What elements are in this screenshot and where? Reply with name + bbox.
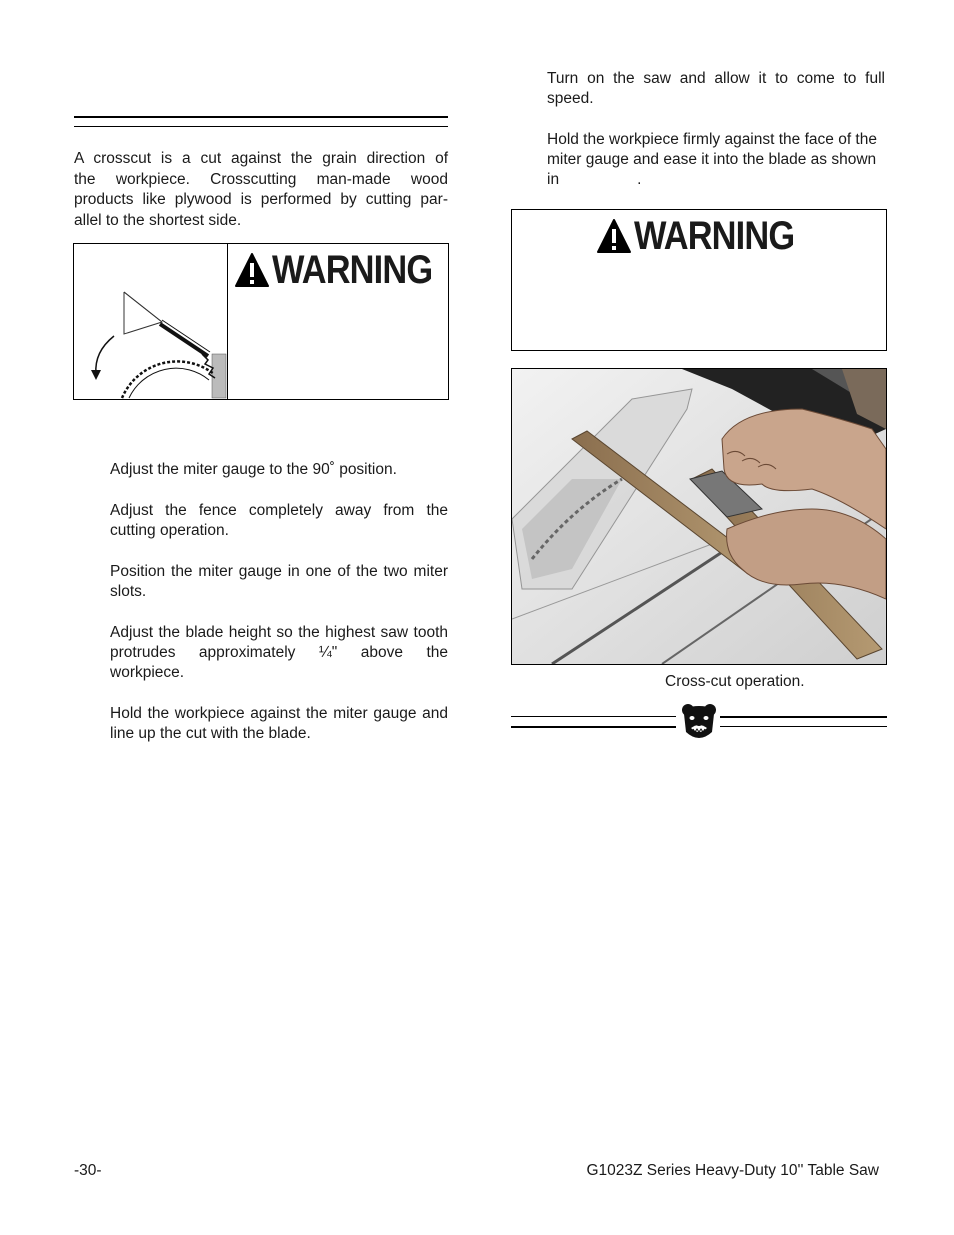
intro-line: A crosscut is a cut against the grain direction of: [74, 150, 448, 167]
warning-label: WARNING: [634, 214, 795, 258]
intro-line: allel to the shortest side.: [74, 211, 242, 229]
end-rule-left-thin: [511, 716, 676, 717]
step-3: Position the miter gauge in one of the two miter slots.: [110, 563, 448, 600]
warning-header-left: [234, 248, 450, 292]
step-7: [547, 130, 885, 190]
step-2: Adjust the fence completely away from the cutting operation.: [110, 502, 448, 539]
step-4: Adjust the blade height so the highest saw tooth protrudes approximately ¼" above the workpiece.: [110, 624, 448, 681]
step-5: Hold the workpiece against the miter gauge and line up the cut with the blade.: [110, 705, 448, 742]
intro-line: products like plywood is performed by cutting par-: [74, 191, 448, 208]
intro-line: the workpiece. Crosscutting man-made wood: [74, 170, 448, 188]
warning-box-right: [511, 209, 887, 351]
section-rule-top: [74, 116, 448, 118]
grizzly-bear-logo-icon: [680, 702, 718, 742]
section-rule-bottom: [74, 126, 448, 127]
blade-kickback-icon: [74, 244, 227, 399]
warning-triangle-icon: [234, 252, 270, 288]
warning-triangle-icon: [596, 218, 632, 254]
photo-caption: Cross-cut operation.: [665, 673, 805, 690]
step-7-text: Hold the workpiece firmly against the face of the miter gauge and ease it into the blade as shown in: [547, 131, 877, 188]
kickback-illustration: [74, 244, 228, 399]
warning-label: WARNING: [272, 248, 433, 292]
crosscut-photo-image: [512, 369, 886, 664]
manual-title: G1023Z Series Heavy-Duty 10'' Table Saw: [586, 1162, 879, 1179]
step-1: Adjust the miter gauge to the 90˚ position.: [110, 461, 397, 478]
end-rule-right-thin: [720, 716, 887, 718]
end-rule-right-thick: [720, 726, 887, 727]
step-6: Turn on the saw and allow it to come to full speed.: [547, 70, 885, 107]
warning-box-left: [73, 243, 449, 400]
crosscut-photo: [511, 368, 887, 665]
step-7-suffix: .: [637, 171, 642, 188]
intro-paragraph: [74, 149, 448, 231]
warning-header-right: [596, 214, 886, 258]
end-rule-left-thick: [511, 726, 676, 728]
page-number: -30-: [74, 1162, 102, 1179]
